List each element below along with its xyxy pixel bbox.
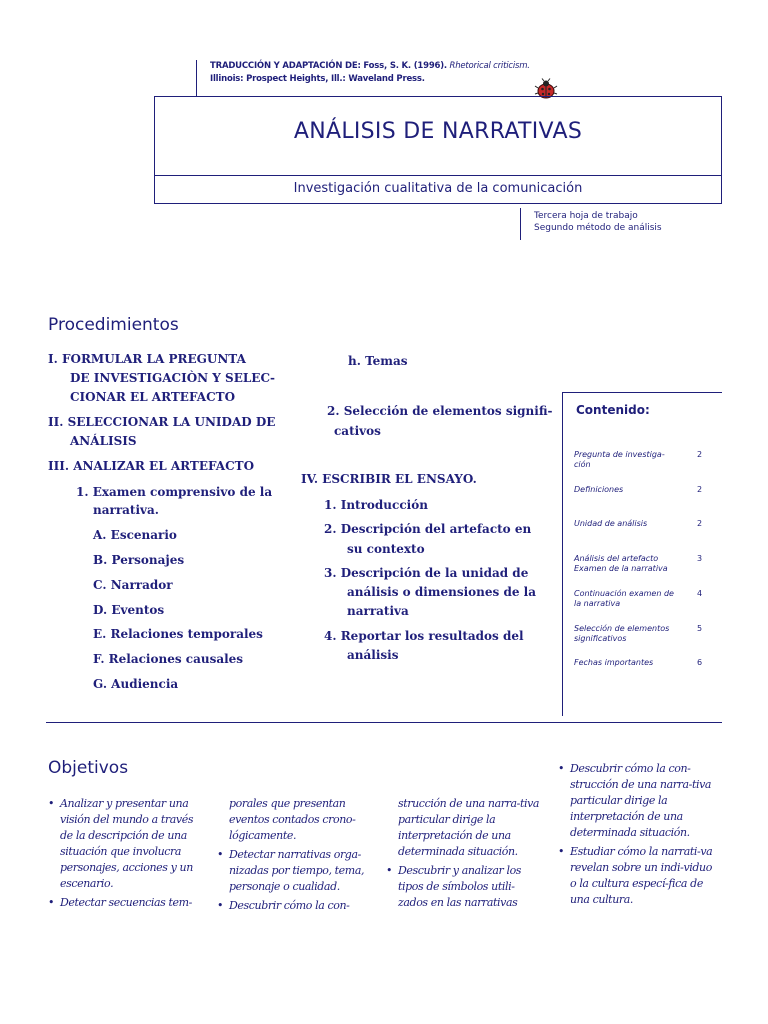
outline-item: análisis: [347, 648, 399, 662]
toc-entry[interactable]: Fechas importantes: [574, 658, 654, 667]
outline-item: E. Relaciones temporales: [93, 627, 263, 641]
procedures-heading: Procedimientos: [48, 315, 179, 335]
outline-item: A. Escenario: [93, 528, 177, 542]
title-divider: [155, 175, 721, 176]
toc-page: 2: [697, 485, 703, 494]
objective-text: Descubrir cómo la con-strucción de una narra-tiva particular dirige la interpretación de una determinada situación.: [570, 762, 712, 839]
outline-item: G. Audiencia: [93, 677, 179, 691]
outline-item: cativos: [334, 424, 381, 438]
translation-credit: [210, 60, 530, 86]
bullet-icon: •: [558, 762, 565, 775]
outline-item: F. Relaciones causales: [93, 652, 244, 666]
toc-page: 4: [697, 589, 703, 598]
objective-continuation: porales que presentan eventos contados crono-lógicamente.: [229, 797, 356, 842]
credit-prefix: TRADUCCIÓN Y ADAPTACIÓN DE: Foss, S. K. (1996).: [210, 61, 447, 71]
outline-item: II. SELECCIONAR LA UNIDAD DE: [48, 415, 276, 429]
credit-book: Rhetorical criticism.: [449, 61, 530, 71]
bullet-icon: •: [48, 797, 55, 810]
objective-text: Descubrir cómo la con-: [229, 899, 350, 912]
outline-item: I. FORMULAR LA PREGUNTA: [48, 352, 246, 366]
outline-item: h. Temas: [348, 354, 408, 368]
objective-bullet: [217, 898, 369, 914]
toc-page: 6: [697, 658, 703, 667]
objective-text: Descubrir y analizar los tipos de símbolos utili-zados en las narrativas: [398, 864, 522, 909]
section-divider: [46, 722, 722, 723]
bullet-icon: •: [48, 896, 55, 909]
outline-item: 1. Introducción: [324, 498, 428, 512]
objective-text: Analizar y presentar una visión del mundo a través de la descripción de una situación que involucra personajes, acciones y un escenario.: [60, 797, 194, 890]
toc-entry[interactable]: Definiciones: [574, 485, 624, 494]
sheet-info-divider: [520, 208, 521, 240]
objectives-column-4: [558, 761, 718, 911]
objectives-column-2: [217, 796, 369, 917]
outline-item: 2. Selección de elementos signifi-: [327, 404, 553, 418]
sheet-info-line1: Tercera hoja de trabajo: [534, 211, 638, 221]
toc-entry[interactable]: Unidad de análisis: [574, 519, 648, 528]
outline-item: 1. Examen comprensivo de la: [76, 485, 273, 499]
objective-bullet: [48, 895, 198, 911]
toc-entry[interactable]: Selección de elementos significativos: [574, 624, 670, 643]
outline-item: 2. Descripción del artefacto en: [324, 522, 532, 536]
contents-heading: Contenido:: [576, 403, 650, 417]
toc-entry[interactable]: Continuación examen de la narrativa: [574, 589, 674, 608]
outline-item: narrativa.: [93, 503, 159, 517]
objective-bullet: [217, 847, 369, 895]
objective-bullet: [558, 844, 718, 908]
objective-bullet: [48, 796, 198, 892]
toc-page: 2: [697, 519, 703, 528]
objective-text: Detectar narrativas orga-nizadas por tiempo, tema, personaje o cualidad.: [229, 848, 365, 893]
outline-item: 4. Reportar los resultados del: [324, 629, 524, 643]
outline-item: IV. ESCRIBIR EL ENSAYO.: [301, 472, 477, 486]
bullet-icon: •: [386, 864, 393, 877]
bullet-icon: •: [217, 848, 224, 861]
objectives-heading: Objetivos: [48, 758, 129, 778]
outline-item: DE INVESTIGACIÒN Y SELEC-: [70, 371, 275, 385]
toc-entry[interactable]: Pregunta de investiga- ción: [574, 450, 665, 469]
page-subtitle: Investigación cualitativa de la comunicación: [293, 181, 583, 196]
contents-divider: [562, 392, 563, 716]
toc-page: 3: [697, 554, 703, 563]
bullet-icon: •: [558, 845, 565, 858]
outline-item: CIONAR EL ARTEFACTO: [70, 390, 236, 404]
objective-continuation: strucción de una narra-tiva particular dirige la interpretación de una determinada situación.: [398, 797, 540, 858]
outline-item: su contexto: [347, 542, 425, 556]
title-box: [154, 96, 722, 204]
outline-item: III. ANALIZAR EL ARTEFACTO: [48, 459, 255, 473]
toc-page: 2: [697, 450, 703, 459]
sheet-info-line2: Segundo método de análisis: [534, 223, 662, 233]
credit-divider: [196, 60, 197, 96]
outline-item: narrativa: [347, 604, 409, 618]
sheet-info: [534, 210, 662, 234]
objective-bullet: [386, 863, 540, 911]
outline-item: ANÁLISIS: [70, 434, 137, 448]
page-title: ANÁLISIS DE NARRATIVAS: [293, 119, 583, 144]
outline-item: análisis o dimensiones de la: [347, 585, 536, 599]
objective-bullet: [558, 761, 718, 841]
objective-text: Estudiar cómo la narrati-va revelan sobre un indi-viduo o la cultura especí-fica de una cultura.: [570, 845, 713, 906]
toc-entry[interactable]: Análisis del artefacto Examen de la narrativa: [574, 554, 668, 573]
outline-item: 3. Descripción de la unidad de: [324, 566, 529, 580]
toc-page: 5: [697, 624, 703, 633]
outline-item: C. Narrador: [93, 578, 173, 592]
outline-item: D. Eventos: [93, 603, 165, 617]
bullet-icon: •: [217, 899, 224, 912]
objectives-column-3: [386, 796, 540, 914]
credit-line2: Illinois: Prospect Heights, Ill.: Waveland Press.: [210, 74, 425, 84]
outline-item: B. Personajes: [93, 553, 185, 567]
objective-text: Detectar secuencias tem-: [60, 896, 193, 909]
objectives-column-1: [48, 796, 198, 914]
contents-top-rule: [562, 392, 722, 393]
